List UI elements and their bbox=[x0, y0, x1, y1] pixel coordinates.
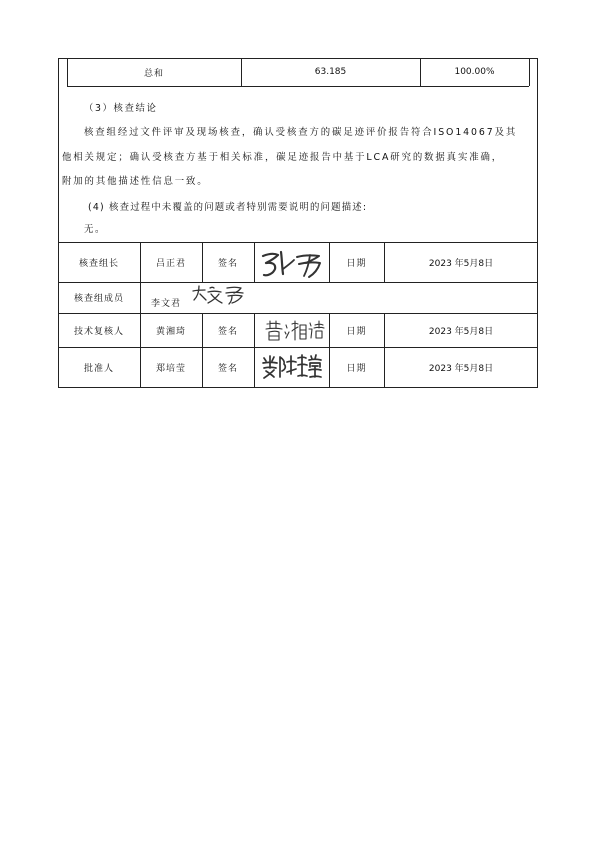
signoff-col-divider-3a bbox=[254, 242, 255, 282]
summary-label: 总和 bbox=[143, 68, 164, 79]
conclusion-line-3: 附加的其他描述性信息一致。 bbox=[62, 176, 209, 187]
signoff-name-reviewer: 黄湘琦 bbox=[155, 326, 186, 337]
conclusion-heading: （3）核查结论 bbox=[84, 103, 158, 114]
signoff-date-label-lead: 日期 bbox=[346, 258, 367, 269]
signoff-role-lead: 核查组长 bbox=[78, 258, 119, 269]
signoff-date-lead: 2023 年5月8日 bbox=[428, 258, 494, 269]
summary-row-bottom-border bbox=[67, 86, 529, 87]
signoff-name-approver: 郑培莹 bbox=[155, 364, 186, 374]
issues-content: 无。 bbox=[84, 224, 106, 235]
signoff-date-reviewer: 2023 年5月8日 bbox=[428, 326, 494, 337]
signoff-sign-label-reviewer: 签名 bbox=[217, 326, 238, 337]
signoff-date-label-reviewer: 日期 bbox=[346, 326, 367, 337]
conclusion-line-2: 他相关规定；确认受核查方基于相关标准，碳足迹报告中基于LCA研究的数据真实准确， bbox=[62, 152, 504, 163]
signoff-name-lead: 吕正君 bbox=[155, 258, 186, 269]
signoff-role-approver: 批准人 bbox=[83, 364, 114, 374]
reviewer-signature-image bbox=[264, 319, 326, 343]
conclusion-line-1: 核查组经过文件评审及现场核查，确认受核查方的碳足迹评价报告符合ISO14067及其 bbox=[84, 127, 518, 138]
signoff-col-divider-3b bbox=[254, 313, 255, 388]
signoff-role-reviewer: 技术复核人 bbox=[73, 326, 124, 337]
lead-signature-image bbox=[258, 247, 326, 279]
summary-inner-right-border bbox=[529, 58, 530, 86]
signoff-date-approver: 2023 年5月8日 bbox=[428, 364, 494, 374]
signoff-sign-label-approver: 签名 bbox=[217, 364, 238, 374]
summary-percent: 100.00% bbox=[454, 67, 495, 77]
member-signature-image bbox=[190, 284, 248, 306]
approver-signature-image bbox=[260, 352, 324, 380]
summary-value: 63.185 bbox=[314, 67, 347, 77]
issues-heading: (4) 核查过程中未覆盖的问题或者特别需要说明的问题描述: bbox=[88, 202, 368, 213]
signoff-name-member: 李文君 bbox=[151, 299, 182, 309]
signoff-date-label-approver: 日期 bbox=[346, 364, 367, 374]
signoff-sign-label-lead: 签名 bbox=[217, 258, 238, 269]
signoff-role-member: 核查组成员 bbox=[73, 294, 124, 304]
